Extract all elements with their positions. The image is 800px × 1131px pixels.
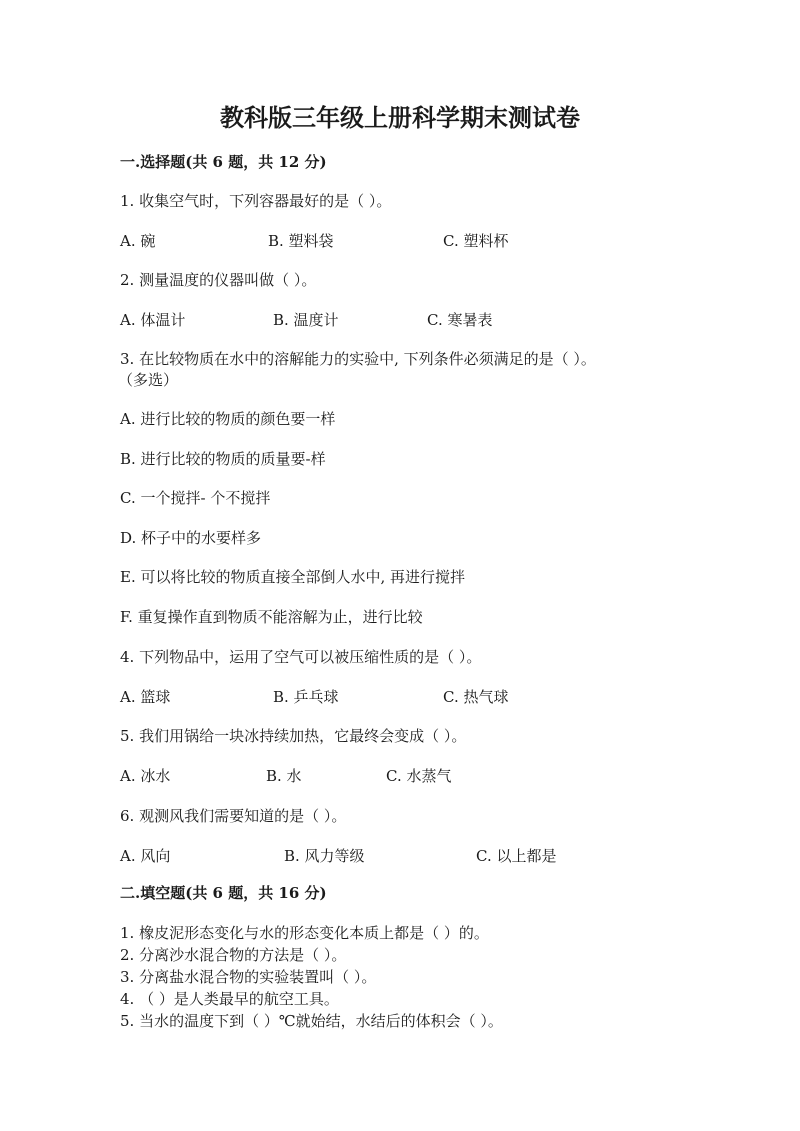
question-6: 6. 观测风我们需要知道的是（ ）。 <box>120 807 347 825</box>
q5-option-a: A. 冰水 <box>120 767 171 785</box>
q1-option-c: C. 塑料杯 <box>443 232 509 250</box>
q3-option-b: B. 进行比较的物质的质量要-样 <box>120 450 326 468</box>
question-5: 5. 我们用锅给一块冰持续加热，它最终会变成（ ）。 <box>120 727 467 745</box>
section-heading-choice: 一.选择题(共 6 题，共 12 分) <box>120 153 327 171</box>
q3-option-a: A. 进行比较的物质的颜色要一样 <box>120 410 336 428</box>
q1-option-b: B. 塑料袋 <box>268 232 334 250</box>
q6-option-c: C. 以上都是 <box>476 847 557 865</box>
question-2: 2. 测量温度的仪器叫做（ ）。 <box>120 271 317 289</box>
fill-blank-3: 3. 分离盐水混合物的实验装置叫（ ）。 <box>120 968 377 986</box>
question-4: 4. 下列物品中，运用了空气可以被压缩性质的是（ ）。 <box>120 648 482 666</box>
q3-option-f: F. 重复操作直到物质不能溶解为止，进行比较 <box>120 608 423 626</box>
q1-option-a: A. 碗 <box>120 232 156 250</box>
fill-blank-1: 1. 橡皮泥形态变化与水的形态变化本质上都是（ ）的。 <box>120 924 489 942</box>
page-title: 教科版三年级上册科学期末测试卷 <box>220 103 580 132</box>
fill-blank-2: 2. 分离沙水混合物的方法是（ ）。 <box>120 946 347 964</box>
question-3: 3. 在比较物质在水中的溶解能力的实验中, 下列条件必须满足的是（ ）。 <box>120 350 596 368</box>
q3-option-d: D. 杯子中的水要样多 <box>120 529 262 547</box>
q6-option-b: B. 风力等级 <box>284 847 365 865</box>
q3-option-c: C. 一个搅拌- 个不搅拌 <box>120 489 271 507</box>
q4-option-a: A. 篮球 <box>120 688 171 706</box>
q3-option-e: E. 可以将比较的物质直接全部倒人水中, 再进行搅拌 <box>120 568 466 586</box>
fill-blank-5: 5. 当水的温度下到（ ）℃就始结，水结后的体积会（ ）。 <box>120 1012 503 1030</box>
q5-option-b: B. 水 <box>266 767 302 785</box>
q2-option-a: A. 体温计 <box>120 311 186 329</box>
question-1: 1. 收集空气时，下列容器最好的是（ ）。 <box>120 192 392 210</box>
q2-option-b: B. 温度计 <box>273 311 339 329</box>
q4-option-b: B. 乒乓球 <box>273 688 339 706</box>
q2-option-c: C. 寒暑表 <box>427 311 493 329</box>
q4-option-c: C. 热气球 <box>443 688 509 706</box>
q5-option-c: C. 水蒸气 <box>386 767 452 785</box>
q6-option-a: A. 风向 <box>120 847 171 865</box>
section-heading-fill-blank: 二.填空题(共 6 题，共 16 分) <box>120 884 327 902</box>
fill-blank-4: 4. （ ）是人类最早的航空工具。 <box>120 990 339 1008</box>
question-3-note: （多选） <box>118 371 179 389</box>
